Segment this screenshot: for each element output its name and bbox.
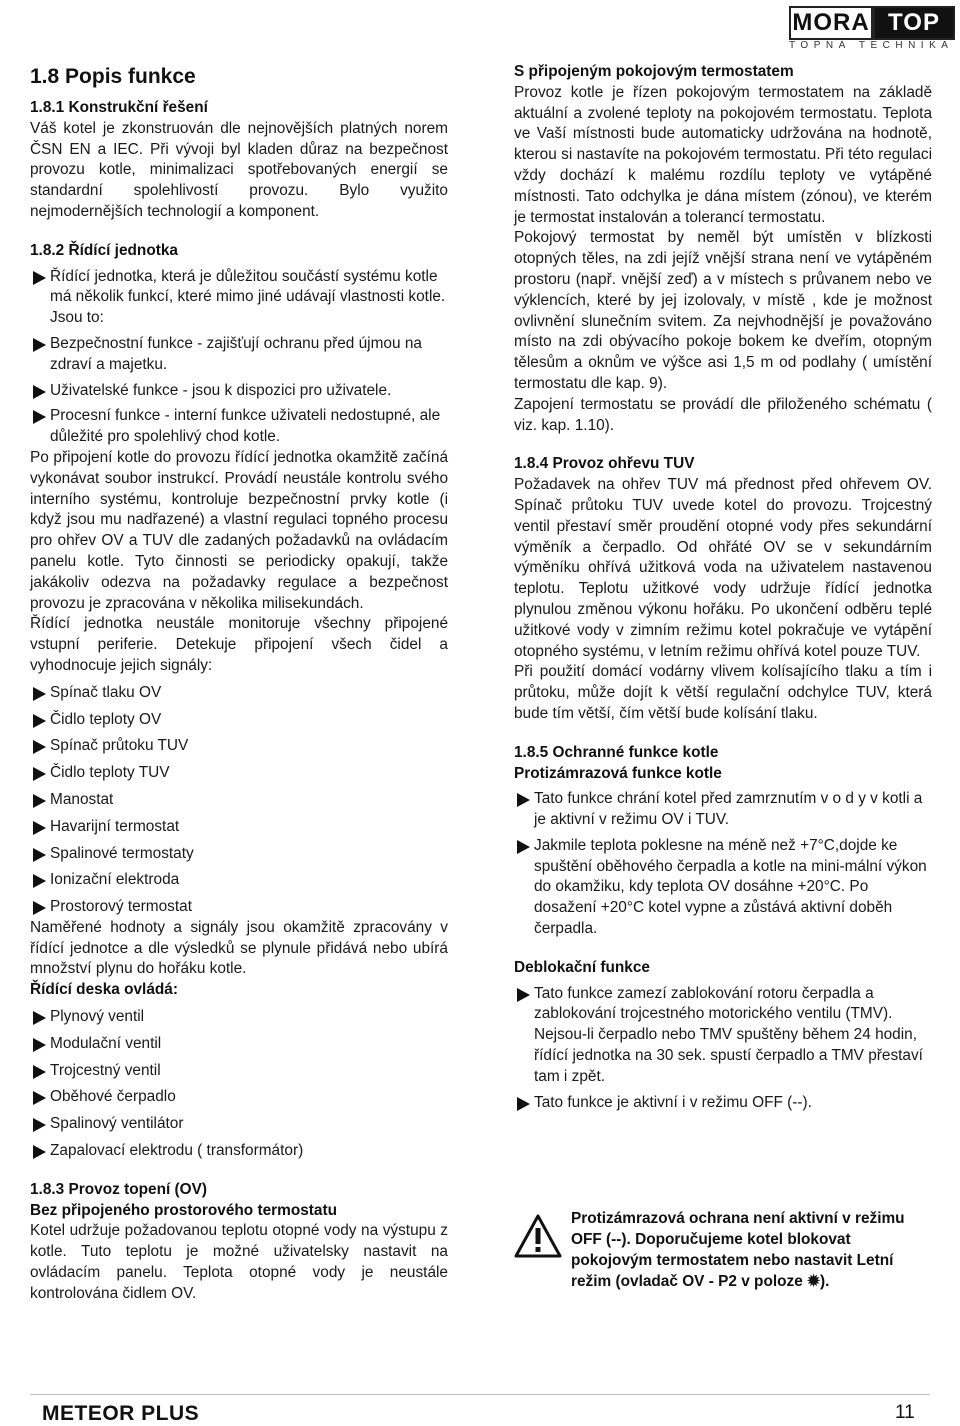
s184-paragraph-2: Při použití domácí vodárny vlivem kolísajícího tlaku a tím i průtoku, může dojít k větší regulační odchylce TUV, která bude tím větší, čím větší bude kolísání tlaku. — [514, 663, 932, 722]
list-item: Řídící jednotka, která je důležitou součástí systému kotle má několik funkcí, které mimo jiné udávají vlastnosti kotle. Jsou to: — [30, 267, 448, 329]
bullet-arrow-icon — [33, 1091, 46, 1105]
bullet-arrow-icon — [33, 848, 46, 862]
s185-heading: 1.8.5 Ochranné funkce kotle — [514, 743, 719, 761]
warning-text: Protizámrazová ochrana není aktivní v režimu OFF (--). Doporučujeme kotel blokovat pokojovým termostatem nebo nastavit Letní režim (ovladač OV - P2 v poloze ✹). — [571, 1210, 905, 1290]
left-column — [30, 64, 448, 1305]
deska-heading: Řídící deska ovládá: — [30, 981, 178, 999]
bullet-arrow-icon — [33, 1038, 46, 1052]
list-item: Procesní funkce - interní funkce uživateli nedostupné, ale důležité pro spolehlivý chod kotle. — [30, 406, 448, 448]
deblokace-heading: Deblokační funkce — [514, 958, 650, 976]
signal-item: Spínač tlaku OV — [30, 683, 448, 704]
section-title: 1.8 Popis funkce — [30, 65, 196, 88]
s182-paragraph-2: Řídící jednotka neustále monitoruje všechny připojené vstupní periferie. Detekuje připojení všech čidel a vyhodnocuje jejich signály: — [30, 615, 448, 674]
s183-subheading: Bez připojeného prostorového termostatu — [30, 1201, 337, 1219]
bullet-arrow-icon — [33, 1118, 46, 1132]
bullet-arrow-icon — [33, 714, 46, 728]
deska-item: Plynový ventil — [30, 1007, 448, 1028]
list-item: Tato funkce je aktivní i v režimu OFF (--). — [514, 1093, 932, 1114]
bullet-arrow-icon — [33, 821, 46, 835]
bullet-arrow-icon — [517, 793, 530, 807]
sun-icon: ✹ — [807, 1273, 820, 1290]
bullet-arrow-icon — [33, 874, 46, 888]
footer-divider — [30, 1394, 930, 1395]
bullet-arrow-icon — [33, 410, 46, 424]
right-column — [514, 62, 932, 1113]
footer-title: METEOR PLUS — [42, 1402, 200, 1425]
signal-item: Prostorový termostat — [30, 897, 448, 918]
bullet-arrow-icon — [33, 385, 46, 399]
mora-top-logo — [789, 6, 955, 50]
thermostat-paragraph-3: Zapojení termostatu se provádí dle přiloženého schématu ( viz. kap. 1.10). — [514, 395, 932, 434]
signal-item: Čidlo teploty OV — [30, 710, 448, 731]
bullet-arrow-icon — [517, 1097, 530, 1111]
thermostat-paragraph-2: Pokojový termostat by neměl být umístěn v blízkosti otopných těles, na zdi jejíž vnější strana není ve vytápěném prostoru (např. vnější zeď) a v místech s průvanem nebo ve výklencích, které by jej izolovaly, v místě , kde je možnost ovlivnění slunečním svitem. Za nejvhodnější je považováno místo na zdi obývacího pokoje bokem ke dveřím, otopným tělesům a oknům ve výšce asi 1,5 m od podlahy ( umístění termostatu dle kap. 9). — [514, 229, 932, 392]
s182-paragraph-3: Naměřené hodnoty a signály jsou okamžitě zpracovány v řídící jednotce a dle výsledků se plynule přidává nebo ubírá množství plynu do hořáku kotle. — [30, 918, 448, 978]
s181-heading: 1.8.1 Konstrukční řešení — [30, 99, 208, 116]
bullet-arrow-icon — [33, 1145, 46, 1159]
signal-item: Manostat — [30, 790, 448, 811]
bullet-arrow-icon — [33, 1065, 46, 1079]
list-item: Tato funkce chrání kotel před zamrznutím v o d y v kotli a je aktivní v režimu OV i TUV. — [514, 789, 932, 831]
deska-item: Spalinový ventilátor — [30, 1114, 448, 1135]
logo-top: TOP — [873, 6, 955, 40]
page-number: 11 — [895, 1402, 915, 1423]
bullet-arrow-icon — [33, 338, 46, 352]
deska-item: Zapalovací elektrodu ( transformátor) — [30, 1141, 448, 1162]
signal-item: Havarijní termostat — [30, 817, 448, 838]
bullet-arrow-icon — [517, 988, 530, 1002]
s181-text: Váš kotel je zkonstruován dle nejnovějších platných norem ČSN EN a IEC. Při vývoji byl kladen důraz na bezpečnost provozu kotle, minimalizaci spotřebovaných energií se standardní spolehlivostí provozu. Bylo využito nejmodernějších technologií a komponent. — [30, 119, 448, 220]
warning-triangle-icon — [514, 1214, 562, 1258]
logo-subtitle: TOPNÁ TECHNIKA — [789, 40, 954, 51]
s183-heading: 1.8.3 Provoz topení (OV) — [30, 1180, 208, 1198]
thermostat-heading: S připojeným pokojovým termostatem — [514, 63, 794, 80]
s182-heading: 1.8.2 Řídící jednotka — [30, 241, 178, 259]
signal-item: Čidlo teploty TUV — [30, 763, 448, 784]
signal-item: Spalinové termostaty — [30, 844, 448, 865]
thermostat-paragraph-1: Provoz kotle je řízen pokojovým termostatem na základě aktuální a zvolené teploty na pokojovém termostatu. Teplota ve Vaší místnosti bude automaticky udržována na hodnotě, kterou si nastavíte na pokojovém termostatu. Při této regulaci vždy dochází k malému rozdílu teploty ve vytápěné místnosti. Tato odchylka je dána místem (zónou), ve kterém je termostat instalován a tolerancí termostatu. — [514, 83, 932, 226]
bullet-arrow-icon — [517, 840, 530, 854]
bullet-arrow-icon — [33, 271, 46, 285]
list-item: Jakmile teplota poklesne na méně než +7°C,dojde ke spuštění oběhového čerpadla a kotle na mini-mální výkon do okamžiku, kdy teplota OV dosáhne +20°C. Po dosažení +20°C kotel vypne a zůstává aktivní doběh čerpadla. — [514, 836, 932, 940]
signal-item: Spínač průtoku TUV — [30, 736, 448, 757]
s182-paragraph-1: Po připojení kotle do provozu řídící jednotka okamžitě začíná vykonávat soubor instrukcí. Provádí neustále kontrolu svého interního systému, kontroluje bezpečnostní prvky kotle (i když jsou mu nadřazené) a vlastní regulaci topného procesu pro ohřev OV a TUV dle zadaných požadavků na ovládacím panelu kotle. Tyto činnosti se periodicky opakují, takže jakákoliv odezva na požadavky regulace a bezpečnost provozu je zpracována v několika milisekundách. — [30, 448, 448, 612]
signal-item: Ionizační elektroda — [30, 870, 448, 891]
s185-subheading: Protizámrazová funkce kotle — [514, 764, 722, 782]
warning-note — [514, 1208, 932, 1318]
s184-paragraph-1: Požadavek na ohřev TUV má přednost před ohřevem OV. Spínač průtoku TUV uvede kotel do provozu. Trojcestný ventil přestaví směr proudění otopné vody přes sekundární výměník a čerpadlo. Od ohřáté OV se v sekundárním výměníku ohřívá užitková voda na uživatelem nastavenou teplotu. Teplotu užitkové vody udržuje řídící jednotka plynulou změnou výkonu hořáku. Po ukončení odběru teplé užitkové vody v zimním režimu kotel pokračuje ve vytápění otopného systému, v letním režimu ohřívá kotel pouze TUV. — [514, 476, 932, 660]
logo-mora: MORA — [789, 6, 873, 40]
bullet-arrow-icon — [33, 794, 46, 808]
bullet-arrow-icon — [33, 767, 46, 781]
s183-text: Kotel udržuje požadovanou teplotu otopné vody na výstupu z kotle. Tuto teplotu je možné uživatelsky nastavit na ovládacím panelu. Teplota otopné vody je neustále kontrolována čidlem OV. — [30, 1222, 448, 1302]
s184-heading: 1.8.4 Provoz ohřevu TUV — [514, 455, 695, 473]
bullet-arrow-icon — [33, 740, 46, 754]
list-item: Uživatelské funkce - jsou k dispozici pro uživatele. — [30, 381, 448, 402]
bullet-arrow-icon — [33, 1011, 46, 1025]
list-item: Tato funkce zamezí zablokování rotoru čerpadla a zablokování trojcestného motorického ventilu (TMV). Nejsou-li čerpadlo nebo TMV spuštěny během 24 hodin, řídící jednotka na 30 sek. spustí čerpadlo a TMV přestaví tam i zpět. — [514, 984, 932, 1088]
list-item: Bezpečnostní funkce - zajišťují ochranu před újmou na zdraví a majetku. — [30, 334, 448, 376]
bullet-arrow-icon — [33, 687, 46, 701]
deska-item: Modulační ventil — [30, 1034, 448, 1055]
deska-item: Trojcestný ventil — [30, 1061, 448, 1082]
deska-item: Oběhové čerpadlo — [30, 1087, 448, 1108]
bullet-arrow-icon — [33, 901, 46, 915]
